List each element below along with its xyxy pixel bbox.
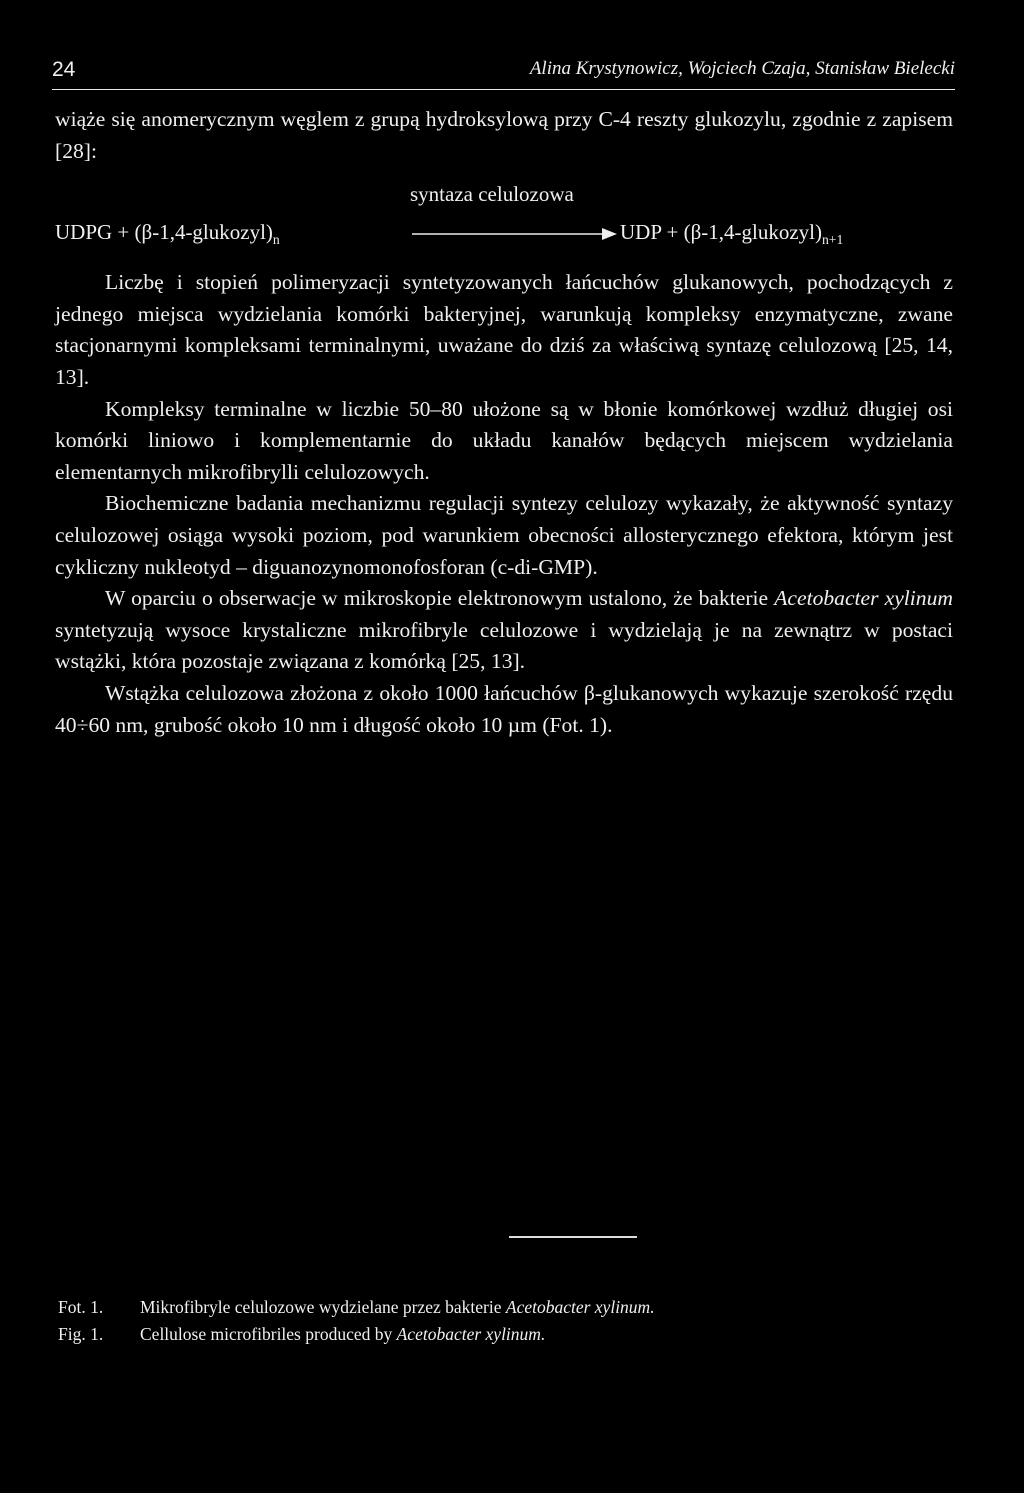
page-number: 24: [52, 58, 76, 81]
paragraph-4: Biochemiczne badania mechanizmu regulacji syntezy celulozy wykazały, że aktywność syntazy celulozowej osiąga wysoki poziom, pod warunkiem obecności allosterycznego efektora, którym jest cykliczny nukleotyd – diguanozynomonofosforan (c-di-GMP).: [55, 491, 953, 579]
reaction-equation: [55, 167, 953, 267]
paragraph-5: [55, 583, 953, 678]
caption-label: Fot. 1.: [58, 1297, 104, 1317]
header-rule: [52, 89, 955, 90]
paragraph-6: Wstążka celulozowa złożona z około 1000 łańcuchów β-glukanowych wykazuje szerokość rzędu 40÷60 nm, grubość około 10 nm i długość około 10 µm (Fot. 1).: [55, 680, 953, 737]
caption-end: .: [650, 1297, 655, 1317]
body-text: [55, 104, 953, 741]
equation-right-main: UDP + (β-1,4-glukozyl): [620, 220, 822, 245]
caption-label: Fig. 1.: [58, 1324, 104, 1344]
species-name: Acetobacter xylinum: [774, 586, 953, 611]
enzyme-label: syntaza celulozowa: [410, 182, 574, 207]
caption-text: Cellulose microfibriles produced by: [140, 1324, 397, 1344]
caption-species: Acetobacter xylinum: [396, 1324, 541, 1344]
paragraph-2: Liczbę i stopień polimeryzacji syntetyzowanych łańcuchów glukanowych, pochodzących z jednego miejsca wydzielania komórki bakteryjnej, warunkują kompleksy enzymatyczne, zwane stacjonarnymi kompleksami terminalnymi, uważane do dziś za właściwą syntazę celulozową [25, 14, 13].: [55, 270, 953, 389]
equation-left: [55, 217, 280, 256]
equation-left-main: UDPG + (β-1,4-glukozyl): [55, 220, 273, 245]
caption-species: Acetobacter xylinum: [505, 1297, 651, 1317]
running-head: Alina Krystynowicz, Wojciech Czaja, Stanisław Bielecki: [529, 58, 955, 79]
caption-text: Mikrofibryle celulozowe wydzielane przez bakterie: [140, 1297, 506, 1317]
figure-caption-polish: [58, 1297, 655, 1318]
paragraph-3: Kompleksy terminalne w liczbie 50–80 ułożone są w błonie komórkowej wzdłuż długiej osi komórki liniowo i komplementarnie do układu kanałów będących miejscem wydzielania elementarnych mikrofibrylli celulozowych.: [55, 396, 953, 484]
equation-right-sub: n+1: [821, 232, 844, 248]
caption-end: .: [540, 1324, 546, 1344]
paragraph-5-part1: W oparciu o obserwacje w mikroskopie elektronowym ustalono, że bakterie: [105, 586, 775, 611]
paragraph-5-part2: syntetyzują wysoce krystaliczne mikrofibryle celulozowe i wydzielają je na zewnątrz w postaci wstążki, która pozostaje związana z komórką [25, 13].: [55, 617, 953, 674]
equation-left-sub: n: [272, 232, 280, 248]
reaction-arrow-icon: [412, 227, 617, 241]
figure-rule: [509, 1236, 637, 1238]
page-header: [52, 58, 955, 88]
paragraph-intro: wiąże się anomerycznym węglem z grupą hydroksylową przy C-4 reszty glukozylu, zgodnie z zapisem [28]:: [55, 107, 953, 163]
figure-caption-english: [58, 1324, 545, 1345]
equation-right: [620, 217, 843, 256]
